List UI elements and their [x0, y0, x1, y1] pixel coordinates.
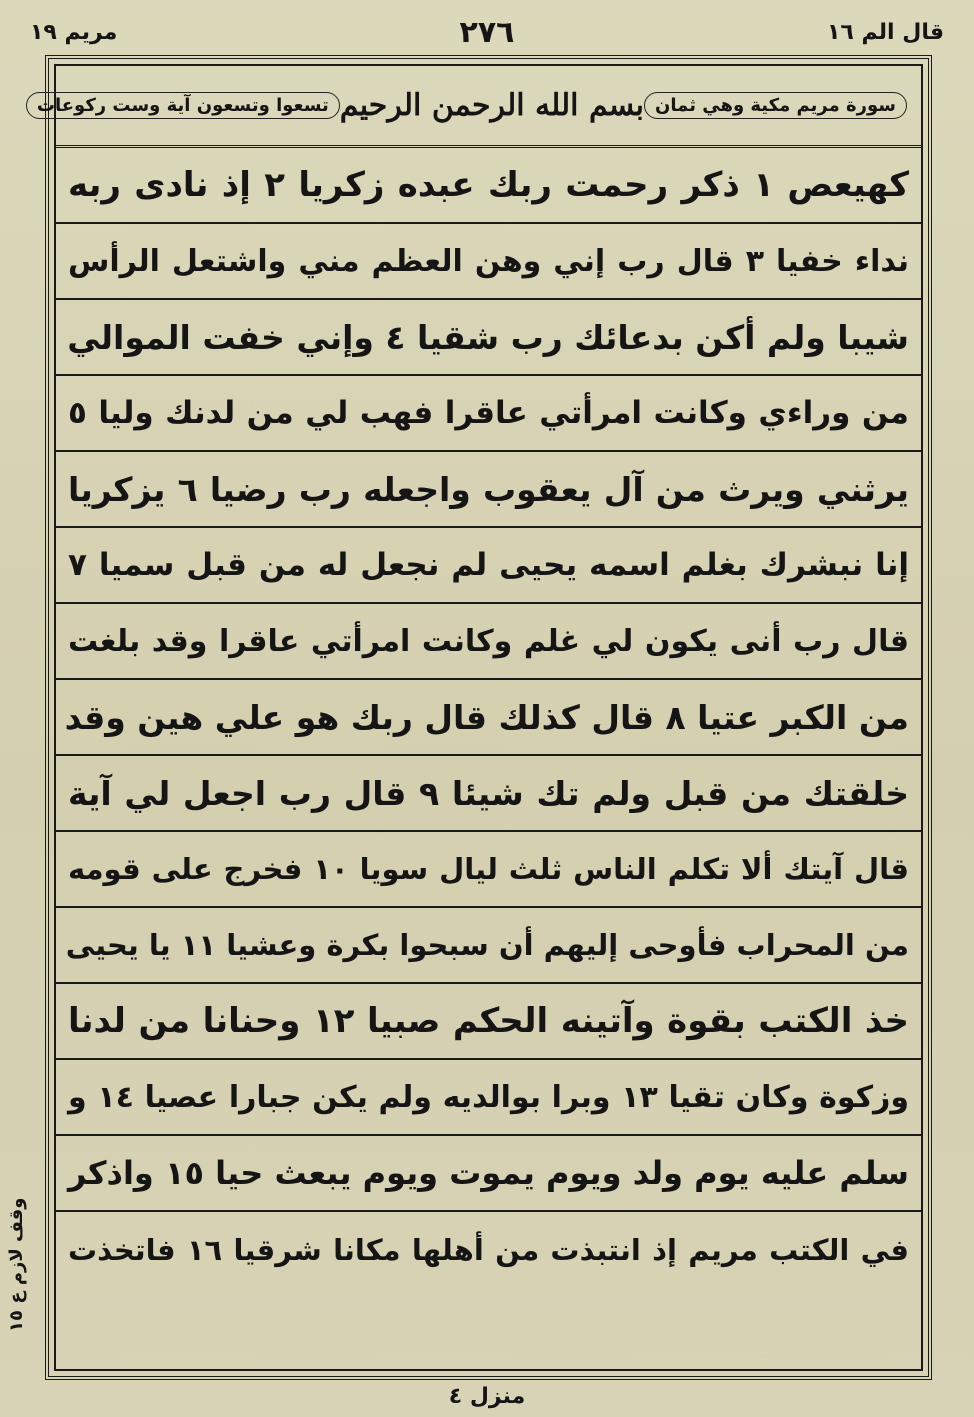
line-text: شيبا ولم أكن بدعائك رب شقيا ٤ وإني خفت الموالي [67, 317, 909, 357]
line-text: قال آيتك ألا تكلم الناس ثلث ليال سويا ١٠ فخرج على قومه [68, 852, 909, 886]
surah-heading-right-info: سورة مريم مكية وهي ثمان [644, 92, 907, 119]
page-footer [0, 1384, 974, 1414]
text-line [56, 832, 921, 908]
line-text: من الكبر عتيا ٨ قال كذلك قال ربك هو علي هين وقد [64, 697, 909, 737]
text-line [56, 300, 921, 376]
bismillah: بسم الله الرحمن الرحيم [339, 88, 645, 123]
line-text: إنا نبشرك بغلم اسمه يحيى لم نجعل له من قبل سميا ٧ [68, 547, 909, 583]
text-line [56, 1136, 921, 1212]
line-text: قال رب أنى يكون لي غلم وكانت امرأتي عاقرا وقد بلغت [68, 623, 909, 659]
text-line [56, 1212, 921, 1288]
surah-heading [36, 66, 921, 148]
line-text: من وراءي وكانت امرأتي عاقرا فهب لي من لدنك وليا ٥ [68, 395, 909, 431]
surah-heading-left-info: تسعوا وتسعون آية وست ركوعات [26, 92, 340, 119]
text-line [56, 528, 921, 604]
margin-note: وقف لازم ع ١٥ [6, 1197, 27, 1333]
line-text: كهيعص ١ ذكر رحمت ربك عبده زكريا ٢ إذ نادى ربه [68, 165, 910, 205]
text-line [56, 452, 921, 528]
juz-label: قال الم ١٦ [827, 19, 944, 45]
lines-container [36, 66, 921, 1369]
page-header [30, 12, 944, 52]
text-line [56, 148, 921, 224]
text-frame [36, 55, 932, 1380]
text-line [56, 604, 921, 680]
text-line [56, 224, 921, 300]
line-text: يرثني ويرث من آل يعقوب واجعله رب رضيا ٦ يزكريا [68, 469, 909, 509]
text-line [56, 984, 921, 1060]
surah-label: مريم ١٩ [30, 19, 118, 45]
text-line [56, 756, 921, 832]
line-text: في الكتب مريم إذ انتبذت من أهلها مكانا شرقيا ١٦ فاتخذت [68, 1233, 909, 1267]
text-frame-inner [36, 64, 923, 1371]
line-text: نداء خفيا ٣ قال رب إني وهن العظم مني واشتعل الرأس [68, 243, 910, 279]
line-text: خذ الكتب بقوة وآتينه الحكم صبيا ١٢ وحنانا من لدنا [68, 1001, 909, 1041]
line-text: وزكوة وكان تقيا ١٣ وبرا بوالديه ولم يكن جبارا عصيا ١٤ و [68, 1079, 910, 1115]
page-number: ٢٧٦ [459, 14, 515, 50]
text-line [56, 680, 921, 756]
manzil-label: منزل ٤ [448, 1384, 526, 1409]
text-line [56, 376, 921, 452]
line-text: سلم عليه يوم ولد ويوم يموت ويوم يبعث حيا ١٥ واذكر [68, 1154, 910, 1192]
line-text: من المحراب فأوحى إليهم أن سبحوا بكرة وعشيا ١١ يا يحيى [65, 928, 909, 962]
text-line [56, 1060, 921, 1136]
text-line [56, 908, 921, 984]
line-text: خلقتك من قبل ولم تك شيئا ٩ قال رب اجعل لي آية [68, 773, 910, 813]
